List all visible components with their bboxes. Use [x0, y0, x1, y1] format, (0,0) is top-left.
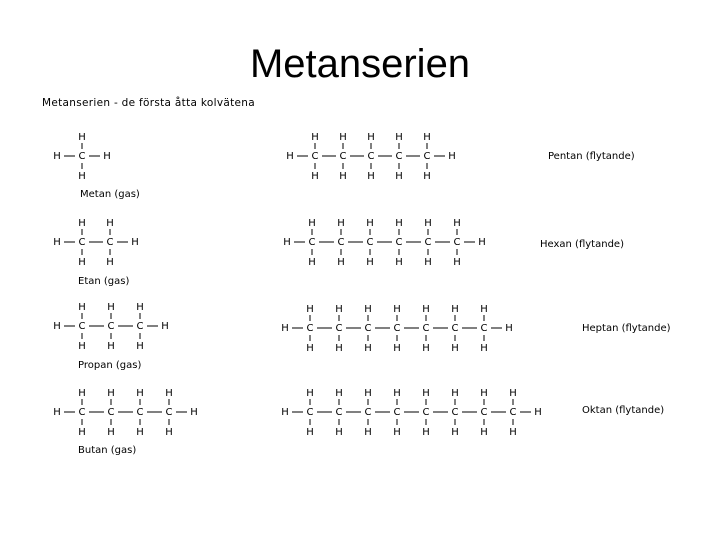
hydrogen-atom: H	[337, 218, 345, 229]
molecule-name-label: Pentan (flytande)	[548, 151, 635, 162]
subtitle: Metanserien - de första åtta kolvätena	[42, 97, 255, 109]
hydrogen-atom: H	[337, 257, 345, 268]
hydrogen-atom: H	[165, 388, 173, 399]
hydrogen-atom: H	[393, 343, 401, 354]
hydrogen-atom: H	[78, 218, 86, 229]
carbon-atom: C	[393, 323, 401, 334]
hydrogen-atom: H	[395, 257, 403, 268]
hydrogen-atom: H	[107, 427, 115, 438]
hydrogen-atom: H	[451, 343, 459, 354]
hydrogen-atom: H	[136, 388, 144, 399]
carbon-atom: C	[509, 407, 517, 418]
hydrogen-atom: H	[78, 427, 86, 438]
hydrogen-atom: H	[534, 407, 542, 418]
hydrogen-atom: H	[286, 151, 294, 162]
slide-title: Metanserien	[249, 42, 471, 86]
hydrogen-atom: H	[136, 302, 144, 313]
hydrogen-atom: H	[308, 218, 316, 229]
hydrogen-atom: H	[78, 257, 86, 268]
hydrogen-atom: H	[509, 427, 517, 438]
hydrogen-atom: H	[480, 427, 488, 438]
molecule-name-label: Etan (gas)	[78, 276, 130, 287]
hydrogen-atom: H	[422, 427, 430, 438]
carbon-atom: C	[422, 407, 430, 418]
carbon-atom: C	[78, 151, 86, 162]
hydrogen-atom: H	[53, 151, 61, 162]
hydrogen-atom: H	[335, 388, 343, 399]
hydrogen-atom: H	[509, 388, 517, 399]
hydrogen-atom: H	[366, 218, 374, 229]
carbon-atom: C	[424, 237, 432, 248]
hydrogen-atom: H	[78, 171, 86, 182]
carbon-atom: C	[367, 151, 375, 162]
hydrogen-atom: H	[364, 388, 372, 399]
hydrogen-atom: H	[393, 388, 401, 399]
carbon-atom: C	[165, 407, 173, 418]
hydrogen-atom: H	[107, 341, 115, 352]
hydrogen-atom: H	[335, 427, 343, 438]
carbon-atom: C	[335, 407, 343, 418]
molecule-name-label: Oktan (flytande)	[582, 405, 665, 416]
carbon-atom: C	[453, 237, 461, 248]
hydrogen-atom: H	[106, 218, 114, 229]
molecule-name-label: Propan (gas)	[78, 360, 142, 371]
hydrogen-atom: H	[339, 132, 347, 143]
hydrogen-atom: H	[395, 132, 403, 143]
hydrogen-atom: H	[339, 171, 347, 182]
hydrogen-atom: H	[422, 388, 430, 399]
hydrogen-atom: H	[107, 302, 115, 313]
carbon-atom: C	[136, 407, 144, 418]
hydrogen-atom: H	[480, 343, 488, 354]
molecule-name-label: Metan (gas)	[80, 189, 140, 200]
carbon-atom: C	[78, 321, 86, 332]
hydrogen-atom: H	[451, 388, 459, 399]
hydrogen-atom: H	[393, 304, 401, 315]
carbon-atom: C	[311, 151, 319, 162]
carbon-atom: C	[339, 151, 347, 162]
hydrogen-atom: H	[423, 171, 431, 182]
hydrogen-atom: H	[136, 427, 144, 438]
hydrogen-atom: H	[53, 237, 61, 248]
carbon-atom: C	[480, 407, 488, 418]
hydrogen-atom: H	[448, 151, 456, 162]
hydrogen-atom: H	[165, 427, 173, 438]
hydrogen-atom: H	[281, 407, 289, 418]
hydrogen-atom: H	[306, 343, 314, 354]
hydrogen-atom: H	[283, 237, 291, 248]
hydrogen-atom: H	[78, 132, 86, 143]
carbon-atom: C	[306, 407, 314, 418]
hydrogen-atom: H	[306, 388, 314, 399]
hydrogen-atom: H	[308, 257, 316, 268]
hydrogen-atom: H	[311, 132, 319, 143]
hydrogen-atom: H	[424, 218, 432, 229]
hydrogen-atom: H	[335, 304, 343, 315]
carbon-atom: C	[395, 151, 403, 162]
hydrogen-atom: H	[136, 341, 144, 352]
hydrogen-atom: H	[451, 427, 459, 438]
carbon-atom: C	[335, 323, 343, 334]
carbon-atom: C	[422, 323, 430, 334]
hydrogen-atom: H	[106, 257, 114, 268]
carbon-atom: C	[78, 237, 86, 248]
hydrogen-atom: H	[505, 323, 513, 334]
hydrogen-atom: H	[395, 218, 403, 229]
hydrogen-atom: H	[335, 343, 343, 354]
hydrogen-atom: H	[78, 341, 86, 352]
molecule-name-label: Heptan (flytande)	[582, 323, 671, 334]
hydrogen-atom: H	[78, 302, 86, 313]
carbon-atom: C	[364, 323, 372, 334]
carbon-atom: C	[423, 151, 431, 162]
hydrogen-atom: H	[53, 321, 61, 332]
hydrogen-atom: H	[393, 427, 401, 438]
carbon-atom: C	[107, 321, 115, 332]
hydrogen-atom: H	[424, 257, 432, 268]
carbon-atom: C	[364, 407, 372, 418]
carbon-atom: C	[393, 407, 401, 418]
hydrogen-atom: H	[103, 151, 111, 162]
hydrogen-atom: H	[161, 321, 169, 332]
hydrogen-atom: H	[480, 388, 488, 399]
hydrogen-atom: H	[366, 257, 374, 268]
hydrogen-atom: H	[480, 304, 488, 315]
hydrogen-atom: H	[367, 132, 375, 143]
carbon-atom: C	[337, 237, 345, 248]
hydrogen-atom: H	[423, 132, 431, 143]
hydrogen-atom: H	[364, 343, 372, 354]
hydrogen-atom: H	[367, 171, 375, 182]
hydrogen-atom: H	[78, 388, 86, 399]
hydrogen-atom: H	[453, 218, 461, 229]
hydrogen-atom: H	[306, 427, 314, 438]
carbon-atom: C	[366, 237, 374, 248]
molecule-name-label: Butan (gas)	[78, 445, 137, 456]
hydrogen-atom: H	[311, 171, 319, 182]
carbon-atom: C	[107, 407, 115, 418]
hydrogen-atom: H	[306, 304, 314, 315]
carbon-atom: C	[306, 323, 314, 334]
carbon-atom: C	[106, 237, 114, 248]
hydrogen-atom: H	[131, 237, 139, 248]
carbon-atom: C	[136, 321, 144, 332]
hydrogen-atom: H	[453, 257, 461, 268]
hydrogen-atom: H	[107, 388, 115, 399]
hydrogen-atom: H	[422, 304, 430, 315]
carbon-atom: C	[451, 407, 459, 418]
hydrogen-atom: H	[190, 407, 198, 418]
hydrogen-atom: H	[451, 304, 459, 315]
hydrogen-atom: H	[422, 343, 430, 354]
carbon-atom: C	[480, 323, 488, 334]
hydrogen-atom: H	[395, 171, 403, 182]
carbon-atom: C	[78, 407, 86, 418]
hydrogen-atom: H	[281, 323, 289, 334]
carbon-atom: C	[308, 237, 316, 248]
molecule-name-label: Hexan (flytande)	[540, 239, 624, 250]
hydrogen-atom: H	[478, 237, 486, 248]
hydrogen-atom: H	[364, 304, 372, 315]
carbon-atom: C	[451, 323, 459, 334]
hydrogen-atom: H	[364, 427, 372, 438]
carbon-atom: C	[395, 237, 403, 248]
hydrogen-atom: H	[53, 407, 61, 418]
